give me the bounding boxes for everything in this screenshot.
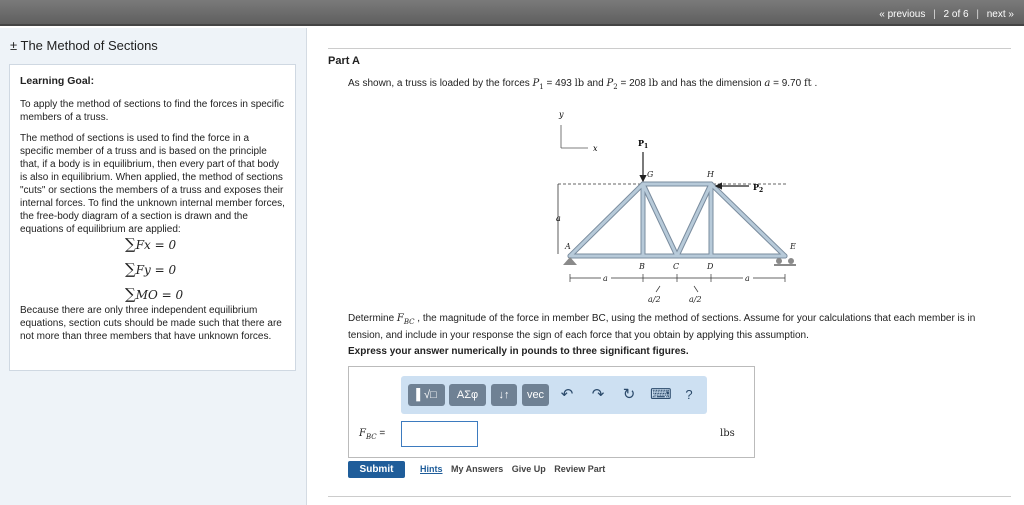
answer-units: lbs: [720, 428, 735, 439]
templates-button[interactable]: ▌√□: [408, 384, 445, 406]
greek-symbols-button[interactable]: ΑΣφ: [449, 384, 486, 406]
page-position: 2 of 6: [943, 9, 969, 20]
truss-members: [570, 184, 785, 256]
equation-sum-fy: ∑Fy = 0: [125, 260, 177, 278]
submit-button[interactable]: Submit: [348, 461, 405, 478]
joint-b-label: B: [639, 262, 645, 271]
reset-icon[interactable]: ↻: [622, 386, 636, 403]
dimension-half-1: a/2: [648, 295, 661, 304]
y-axis-label: y: [559, 110, 564, 119]
truss-members-inner: [570, 184, 785, 256]
answer-box: [348, 366, 755, 458]
answer-instructions: Express your answer numerically in pounds to three significant figures.: [348, 346, 689, 357]
review-part-link[interactable]: Review Part: [554, 464, 606, 474]
help-icon[interactable]: ?: [685, 387, 693, 402]
x-axis-label: x: [593, 144, 598, 153]
nav-separator: |: [933, 9, 936, 20]
dimension-half-2: a/2: [689, 295, 702, 304]
joint-c-label: C: [673, 262, 680, 271]
keyboard-icon[interactable]: ⌨: [650, 386, 672, 403]
my-answers-link[interactable]: My Answers: [451, 464, 504, 474]
dimension-a-right: a: [745, 274, 750, 283]
determine-statement: Determine $F_{BC}$ , the magnitude of the force in member BC, using the method of sections. Assume for your calculations that each member is in tension, and include in your response the sign of each force that you obtain by applying this assumption.: [348, 313, 976, 341]
problem-statement: As shown, a truss is loaded by the forces $P_1 = 493$ lb and $P_2 = 208$ lb and has the dimension a = 9.70 ft .: [348, 78, 818, 91]
learning-goal-box: [9, 64, 296, 371]
joint-g-label: G: [647, 170, 654, 179]
dimension-a-left: a: [603, 274, 608, 283]
math-toolbar: [401, 376, 707, 414]
nav-separator: |: [976, 9, 979, 20]
vector-button[interactable]: vec: [522, 384, 549, 406]
goal-paragraph: The method of sections is used to find the force in a specific member of a truss and is based on the principle that, if a body is in equilibrium, then every part of that body is also in equilibrium. When applied, the method of sections "cuts" or sections the members of a truss and exposes their internal forces. To find the unknown internal member forces, the free-body diagram of a section is drawn and the equations of equilibrium are applied:: [20, 133, 285, 235]
action-links: [420, 464, 611, 474]
next-link[interactable]: next »: [986, 9, 1014, 20]
hints-link[interactable]: Hints: [420, 464, 443, 474]
height-label: a: [556, 214, 561, 223]
part-label: Part A: [328, 55, 360, 67]
sort-button[interactable]: ↓↑: [491, 384, 517, 406]
previous-link[interactable]: « previous: [879, 9, 926, 20]
top-bar: [0, 0, 1024, 26]
sidebar: [0, 28, 307, 505]
pagination-nav: [879, 9, 1014, 20]
undo-icon[interactable]: ↶: [560, 386, 574, 403]
redo-icon[interactable]: ↷: [591, 386, 605, 403]
p1-label: $P_1$: [638, 138, 649, 150]
main-panel: [308, 28, 1024, 505]
goal-paragraph: Because there are only three independent equilibrium equations, section cuts should be made such that there are not more than three members that have unknown forces.: [20, 305, 282, 342]
axes: [561, 125, 588, 148]
equation-sum-mo: ∑MO = 0: [125, 285, 184, 303]
answer-label: $F_{BC}$ =: [359, 428, 386, 441]
truss-diagram: [548, 108, 808, 308]
give-up-link[interactable]: Give Up: [511, 464, 546, 474]
joint-e-label: E: [790, 242, 796, 251]
joint-h-label: H: [707, 170, 714, 179]
divider: [328, 496, 1011, 497]
fbc-answer-input[interactable]: [401, 421, 478, 447]
p2-label: $P_2$: [753, 182, 764, 194]
joint-d-label: D: [707, 262, 714, 271]
equation-sum-fx: ∑Fx = 0: [125, 235, 177, 253]
goal-paragraph: To apply the method of sections to find the forces in specific members of a truss.: [20, 99, 285, 123]
joint-a-label: A: [565, 242, 571, 251]
divider: [328, 48, 1011, 49]
sidebar-title[interactable]: ± The Method of Sections: [10, 38, 158, 53]
learning-goal-heading: Learning Goal:: [20, 75, 95, 87]
